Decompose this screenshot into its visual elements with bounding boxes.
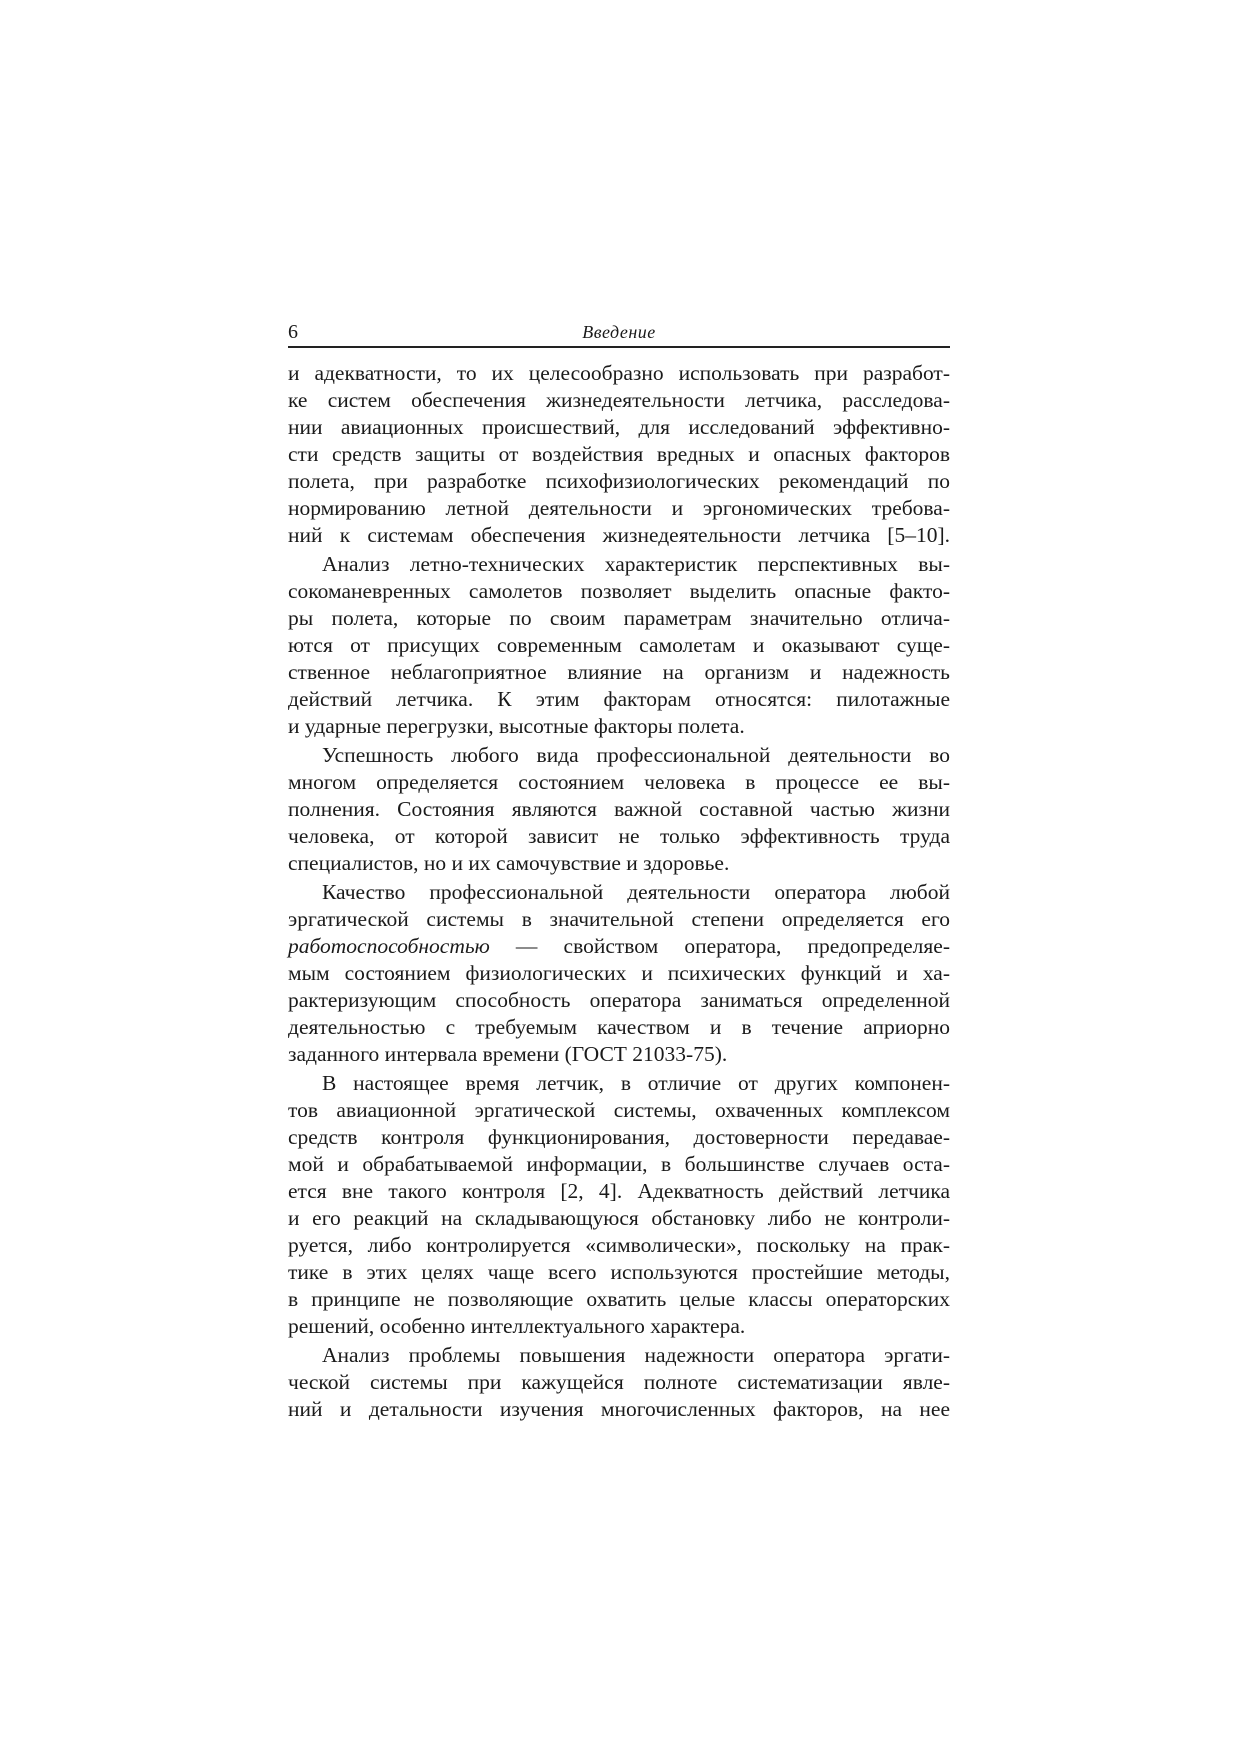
text-line: ственное неблагоприятное влияние на организм и надежность	[288, 660, 950, 684]
text-line: и ударные перегрузки, высотные факторы полета.	[288, 714, 745, 738]
text-line: ются от присущих современным самолетам и оказывают суще-	[288, 633, 950, 657]
text-line: и адекватности, то их целесообразно использовать при разработ-	[288, 361, 950, 385]
text-line: заданного интервала времени (ГОСТ 21033-75).	[288, 1042, 728, 1066]
text-line: мой и обрабатываемой информации, в большинстве случаев оста-	[288, 1152, 950, 1176]
paragraph-5	[288, 1070, 950, 1340]
running-title: Введение	[582, 322, 656, 342]
text-line: нормированию летной деятельности и эргономических требова-	[288, 496, 950, 520]
running-header	[288, 316, 950, 348]
text-line: деятельностью с требуемым качеством и в течение априорно	[288, 1015, 950, 1039]
text-line: решений, особенно интеллектуального характера.	[288, 1314, 746, 1338]
text-line: нии авиационных происшествий, для исследований эффективно-	[288, 415, 950, 439]
page-number: 6	[288, 321, 298, 343]
emphasized-term: работоспособностью	[288, 934, 490, 958]
text-line: многом определяется состоянием человека в процессе ее вы-	[288, 770, 950, 794]
text-line: ры полета, которые по своим параметрам значительно отлича-	[288, 606, 950, 630]
paragraph-2	[288, 551, 950, 740]
text-line: человека, от которой зависит не только эффективность труда	[288, 824, 950, 848]
text-line: Анализ проблемы повышения надежности оператора эргати-	[322, 1343, 950, 1367]
text-line: Успешность любого вида профессиональной деятельности во	[322, 743, 950, 767]
paragraph-4	[288, 879, 950, 1068]
text-line: ний к системам обеспечения жизнедеятельности летчика [5–10].	[288, 523, 950, 547]
text-line: эргатической системы в значительной степени определяется его	[288, 907, 950, 931]
text-line: полнения. Состояния являются важной составной частью жизни	[288, 797, 950, 821]
text-line: и его реакций на складывающуюся обстановку либо не контроли-	[288, 1206, 950, 1230]
text-line: тике в этих целях чаще всего используются простейшие методы,	[288, 1260, 950, 1284]
text-line: руется, либо контролируется «символически», поскольку на прак-	[288, 1233, 950, 1257]
text-line: ке систем обеспечения жизнедеятельности летчика, расследова-	[288, 388, 950, 412]
text-line: специалистов, но и их самочувствие и здоровье.	[288, 851, 730, 875]
text-line: ческой системы при кажущейся полноте систематизации явле-	[288, 1370, 950, 1394]
text-line: тов авиационной эргатической системы, охваченных комплексом	[288, 1098, 950, 1122]
text-line: мым состоянием физиологических и психических функций и ха-	[288, 961, 950, 985]
text-line-with-emphasis	[288, 933, 950, 960]
text-line: в принципе не позволяющие охватить целые классы операторских	[288, 1287, 950, 1311]
text-line: сти средств защиты от воздействия вредных и опасных факторов	[288, 442, 950, 466]
text-line: сокоманевренных самолетов позволяет выделить опасные факто-	[288, 579, 950, 603]
paragraph-6	[288, 1342, 950, 1423]
text-line: полета, при разработке психофизиологических рекомендаций по	[288, 469, 950, 493]
text-line: Анализ летно-технических характеристик перспективных вы-	[322, 552, 950, 576]
text-line: В настоящее время летчик, в отличие от других компонен-	[322, 1071, 950, 1095]
text-line: Качество профессиональной деятельности оператора любой	[322, 880, 950, 904]
paragraph-3	[288, 742, 950, 877]
text-fragment: — свойством оператора, предопределяе-	[489, 934, 950, 958]
text-line: ется вне такого контроля [2, 4]. Адекватность действий летчика	[288, 1179, 950, 1203]
text-line: средств контроля функционирования, достоверности передавае-	[288, 1125, 950, 1149]
text-line: действий летчика. К этим факторам относятся: пилотажные	[288, 687, 950, 711]
paragraph-1	[288, 360, 950, 549]
body-text	[288, 360, 950, 1425]
text-line: рактеризующим способность оператора заниматься определенной	[288, 988, 950, 1012]
text-line: ний и детальности изучения многочисленных факторов, на нее	[288, 1397, 950, 1421]
